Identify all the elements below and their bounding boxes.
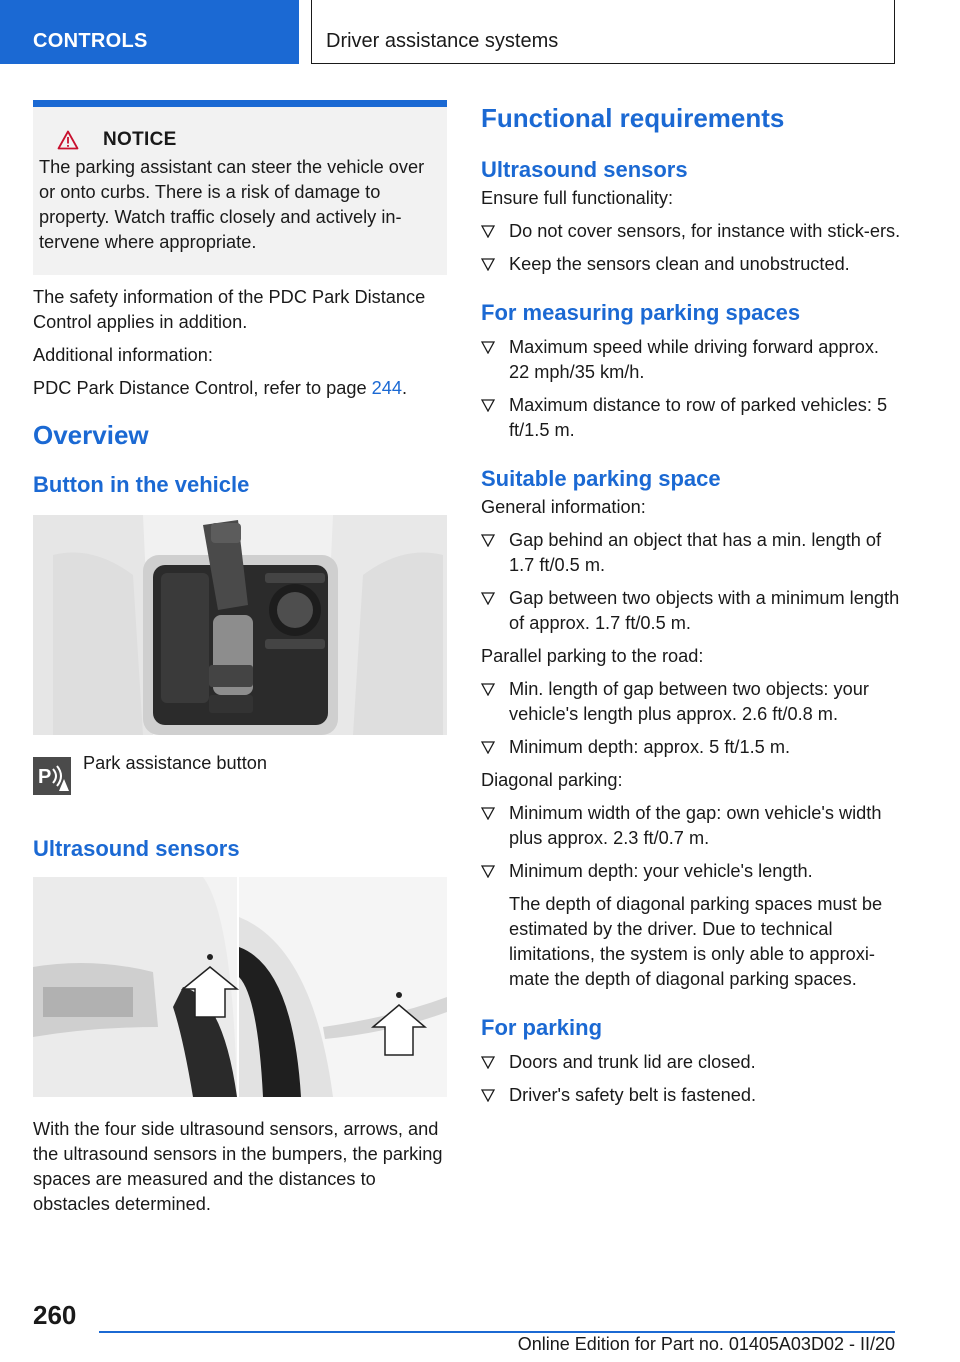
list-item: Minimum depth: your vehicle's length. The depth of diagonal parking spaces must be estimated by the driver. Due to technical limitations, the system is only able to approxi‐mate the depth of diagonal parking spaces. xyxy=(481,859,901,992)
list-item: Min. length of gap between two objects: your vehicle's length plus approx. 2.6 ft/0.8 m. xyxy=(481,677,901,727)
list-item: Do not cover sensors, for instance with stick‐ers. xyxy=(481,219,901,244)
footer-divider xyxy=(99,1331,895,1333)
parking-list xyxy=(481,1050,901,1108)
general-info-label: General information: xyxy=(481,497,646,517)
list-item: Doors and trunk lid are closed. xyxy=(481,1050,901,1075)
notice-text: The parking assistant can steer the vehicle over or onto curbs. There is a risk of damage to property. Watch traffic closely and actively in‐tervene where appropriate. xyxy=(39,157,425,252)
parallel-list xyxy=(481,677,901,760)
list-item: Keep the sensors clean and unobstructed. xyxy=(481,252,901,277)
page-number: 260 xyxy=(33,1300,77,1330)
triangle-bullet-icon xyxy=(481,258,495,271)
left-column xyxy=(33,100,447,1217)
chapter-tab xyxy=(311,0,895,64)
triangle-bullet-icon xyxy=(481,399,495,412)
list-item: Maximum distance to row of parked vehicles: 5 ft/1.5 m. xyxy=(481,393,901,443)
triangle-bullet-icon xyxy=(481,592,495,605)
ultrasound-sensors-image xyxy=(33,877,447,1097)
list-item: Driver's safety belt is fastened. xyxy=(481,1083,901,1108)
sensors-heading: Ultrasound sensors xyxy=(33,836,240,861)
list-item: Minimum width of the gap: own vehicle's width plus approx. 2.3 ft/0.7 m. xyxy=(481,801,901,851)
park-assist-icon xyxy=(33,757,71,795)
overview-heading: Overview xyxy=(33,420,149,450)
suitable-heading: Suitable parking space xyxy=(481,466,721,491)
list-item: Minimum depth: approx. 5 ft/1.5 m. xyxy=(481,735,901,760)
triangle-bullet-icon xyxy=(481,225,495,238)
sensors-description: With the four side ultrasound sensors, arrows, and the ultrasound sensors in the bumpers, the parking spaces are measured and the distances to obstacles determined. xyxy=(33,1119,443,1214)
list-item: Gap between two objects with a minimum length of approx. 1.7 ft/0.5 m. xyxy=(481,586,901,636)
ultrasound-intro: Ensure full functionality: xyxy=(481,188,674,208)
triangle-bullet-icon xyxy=(481,683,495,696)
measuring-heading: For measuring parking spaces xyxy=(481,300,801,325)
notice-title: NOTICE xyxy=(103,129,177,150)
notice-box xyxy=(33,100,447,275)
center-console-image xyxy=(33,515,447,735)
right-column xyxy=(481,100,901,1108)
triangle-bullet-icon xyxy=(481,1056,495,1069)
button-heading: Button in the vehicle xyxy=(33,472,250,497)
pdc-reference: PDC Park Distance Control, refer to page 244. xyxy=(33,378,408,398)
section-title: CONTROLS xyxy=(33,30,148,52)
diagonal-note: The depth of diagonal parking spaces must be estimated by the driver. Due to technical limitations, the system is only able to approxi‐mate the depth of diagonal parking spaces. xyxy=(509,894,883,989)
triangle-bullet-icon xyxy=(481,1089,495,1102)
triangle-bullet-icon xyxy=(481,534,495,547)
diagonal-list xyxy=(481,801,901,992)
additional-info-label: Additional information: xyxy=(33,345,213,365)
diagonal-parking-label: Diagonal parking: xyxy=(481,770,623,790)
for-parking-heading: For parking xyxy=(481,1015,603,1040)
general-list xyxy=(481,528,901,636)
safety-info-text: The safety information of the PDC Park Distance Control applies in addition. xyxy=(33,287,426,332)
button-legend xyxy=(33,753,447,795)
parallel-parking-label: Parallel parking to the road: xyxy=(481,646,704,666)
edition-note: Online Edition for Part no. 01405A03D02 - II/20 xyxy=(517,1334,895,1354)
page-link-244[interactable]: 244 xyxy=(371,378,402,398)
warning-icon xyxy=(57,130,79,150)
park-assist-caption: Park assistance button xyxy=(83,753,267,773)
measuring-list xyxy=(481,335,901,443)
triangle-bullet-icon xyxy=(481,865,495,878)
functional-requirements-heading: Functional requirements xyxy=(481,103,785,133)
list-item: Maximum speed while driving forward approx. 22 mph/35 km/h. xyxy=(481,335,901,385)
triangle-bullet-icon xyxy=(481,807,495,820)
section-tab xyxy=(0,0,299,64)
svg-text:P: P xyxy=(38,766,52,788)
ultrasound-list xyxy=(481,219,901,277)
list-item: Gap behind an object that has a min. length of 1.7 ft/0.5 m. xyxy=(481,528,901,578)
triangle-bullet-icon xyxy=(481,741,495,754)
ultrasound-heading: Ultrasound sensors xyxy=(481,157,688,182)
chapter-title: Driver assistance systems xyxy=(326,30,559,52)
triangle-bullet-icon xyxy=(481,341,495,354)
